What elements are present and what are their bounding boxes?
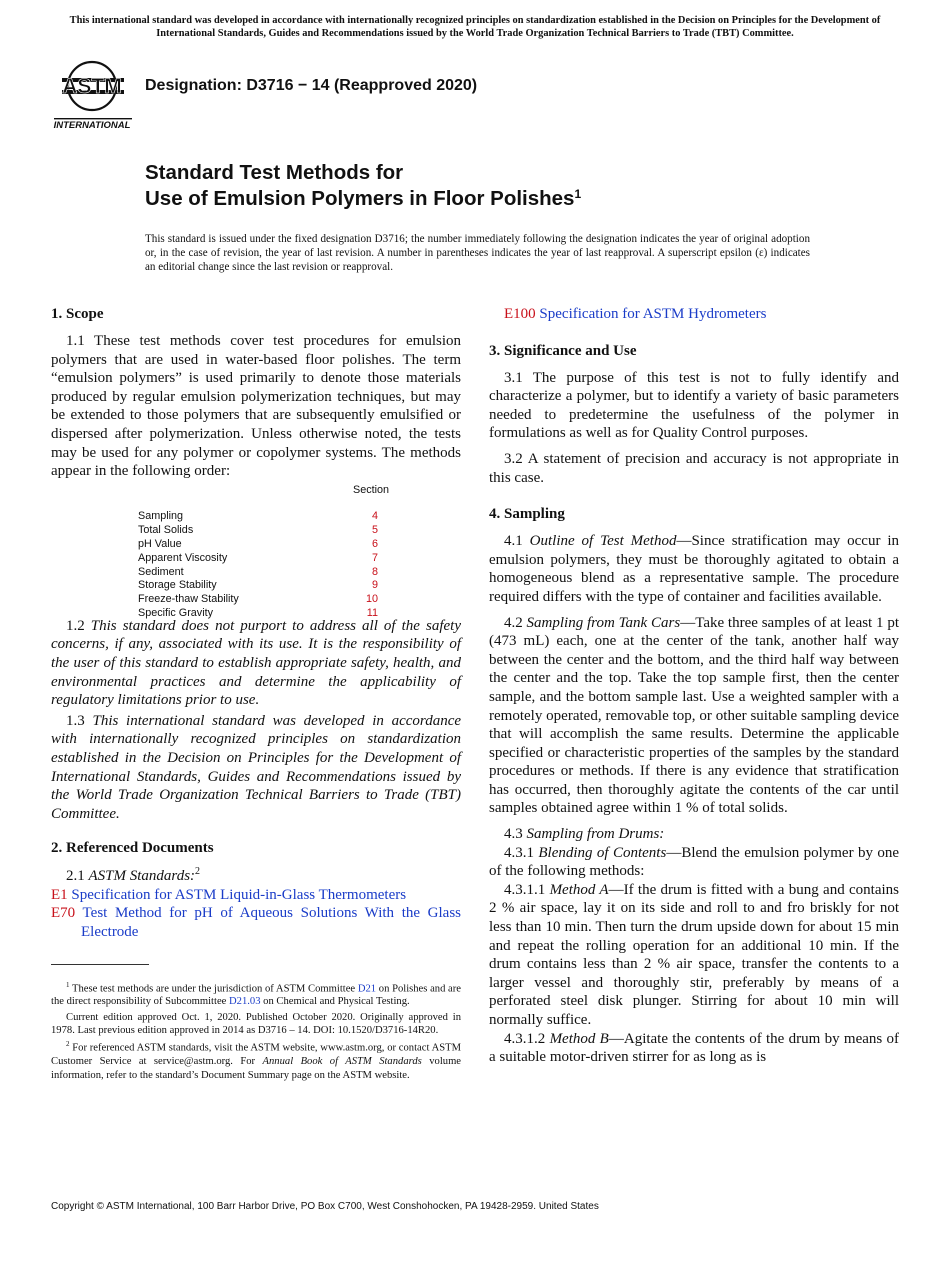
para-4-3-1-1: 4.3.1.1 Method A—If the drum is fitted with a bung and contains 2 % air space, lay it on its side and roll to and fro briskly for not less than 10 min. Then turn the drum upside down for about 15 min and repeat the rolling operation for an additional 10 min. If the drum contains less than 2 % air space, transfer the contents to a larger vessel and thoroughly stir, preferably by means of a perforated steel disk plunger. Stirring for about 10 min will normally suffice. [489,881,900,1028]
astm-logo [52,56,136,132]
footnote-divider [51,964,149,965]
method-row: pH Value 6 [138,537,378,550]
section-column-header: Section [353,483,390,496]
method-row: Sampling 4 [138,509,378,522]
para-4-3-1-2: 4.3.1.2 Method B—Agitate the contents of the drum by means of a suitable motor-driven stirrer for as long as is [489,1030,900,1066]
link-d21[interactable]: D21 [357,983,377,995]
para-4-2: 4.2 Sampling from Tank Cars—Take three samples of at least 1 pt (473 mL) each, one at the center of the tank, another half way between the center and the bottom, and the third half way between the center and the top. Take the top sample first, then the center sample, and the bottom sample last. Use a weighted sampler with a remotely operated, removable top, or other suitable sampling device that will accomplish the same results. Determine the applicable specified or characteristic properties of the samples by the standard procedures or methods. If there is any evidence that stratification has occurred, then thoroughly agitate the contents of the car until samples obtained agree within 1 % of total solids. [489,614,899,817]
designation: Designation: D3716 − 14 (Reapproved 2020) [145,77,478,94]
title-line-2: Use of Emulsion Polymers in Floor Polishes [145,187,575,210]
para-3-1: 3.1 The purpose of this test is not to fully identify and characterize a polymer, but to identify a variety of basic parameters needed to predetermine the usefulness of the polymer in formulations as well as for Quality Control purposes. [489,369,899,442]
para-1-2: 1.2 This standard does not purport to address all of the safety concerns, if any, associated with its use. It is the responsibility of the user of this standard to establish appropriate safety, health, and environmental practices and determine the applicability of regulatory limitations prior to use. [51,617,461,709]
method-row: Storage Stability 9 [138,578,378,591]
issuance-note: This standard is issued under the fixed designation D3716; the number immediately following the designation indicates the year of original adoption or, in the case of revision, the year of last revision. A number in parentheses indicates the year of last reapproval. A superscript epsilon (ε) indicates an editorial change since the last revision or reapproval. [145,233,810,273]
method-row: Sediment 8 [138,565,378,578]
section-3-heading: 3. Significance and Use [489,342,637,359]
para-4-3: 4.3 Sampling from Drums: [504,826,665,843]
copyright-footer: Copyright © ASTM International, 100 Barr Harbor Drive, PO Box C700, West Conshohocken, PA 19428-2959. United States [51,1201,599,1212]
section-4-heading: 4. Sampling [489,506,565,523]
international-standard-notice: This international standard was developed in accordance with internationally recognized principles on standardization established in the Decision on Principles for the Development of International Standards, Guides and Recommendations issued by the World Trade Organization Technical Barriers to Trade (TBT) Committee. [69,15,881,39]
footnote-2: $^2$ For referenced ASTM standards, visit the ASTM website, www.astm.org, or contact ASTM Customer Service at service@astm.org. For Annual Book of ASTM Standards volume information, refer to the standard’s Document Summary page on the ASTM website. [51,1040,462,1081]
svg-text:INTERNATIONAL: INTERNATIONAL [53,120,131,131]
left-column [51,305,461,1082]
method-row: Freeze-thaw Stability 10 [138,592,378,605]
para-2-1: 2.1 ASTM Standards:$^2$ [66,866,201,885]
para-4-1: 4.1 Outline of Test Method—Since stratification may occur in emulsion polymers, they must be thoroughly agitated to obtain a homogeneous blend as a representative sample. The procedure required differs with the type of container and facilities available. [489,533,900,605]
svg-text:ASTM: ASTM [62,75,122,98]
reference-e1[interactable]: E1 Specification for ASTM Liquid-in-Glass Thermometers [51,886,407,903]
reference-e100[interactable]: E100 Specification for ASTM Hydrometers [504,306,767,322]
para-3-2: 3.2 A statement of precision and accuracy is not appropriate in this case. [489,450,899,486]
method-row: Total Solids 5 [138,523,378,536]
section-2-heading: 2. Referenced Documents [51,840,214,857]
title-line-1: Standard Test Methods for [145,161,404,184]
para-1-3: 1.3 This international standard was developed in accordance with internationally recognized principles on standardization established in the Decision on Principles for the Development of International Standards, Guides and Recommendations issued by the World Trade Organization Technical Barriers to Trade (TBT) Committee. [51,712,462,822]
method-row: Specific Gravity 11 [138,606,378,619]
title-footnote-mark: 1 [574,187,582,201]
section-1-heading: 1. Scope [51,306,104,322]
footnote-1: $^1$ These test methods are under the jurisdiction of ASTM Committee D21 on Polishes and are the direct responsibility of Subcommittee D21.03 on Chemical and Physical Testing. [51,980,461,1008]
methods-section-table [51,483,461,619]
current-edition-note: Current edition approved Oct. 1, 2020. Published October 2020. Originally approved in 1978. Last previous edition approved in 2014 as D3716 – 14. DOI: 10.1520/D3716-14R20. [51,1011,461,1037]
method-row: Apparent Viscosity 7 [138,551,378,564]
right-column [489,305,899,1067]
document-title [145,160,581,214]
reference-e70[interactable]: E70 Test Method for pH of Aqueous Solutions With the Glass Electrode [51,905,461,941]
link-d21-03[interactable]: D21.03 [229,996,261,1008]
para-4-3-1: 4.3.1 Blending of Contents—Blend the emulsion polymer by one of the following methods: [489,844,899,880]
para-1-1: 1.1 These test methods cover test procedures for emulsion polymers that are used in water-based floor polishes. The term “emulsion polymers” is used primarily to denote those materials produced by regular emulsion polymerization techniques, but may be extended to those polymers that are subsequently emulsified or dispersed after polymerization. Unless otherwise noted, the tests may be used for any polymer or copolymer systems. The methods appear in the following order: [51,333,461,480]
